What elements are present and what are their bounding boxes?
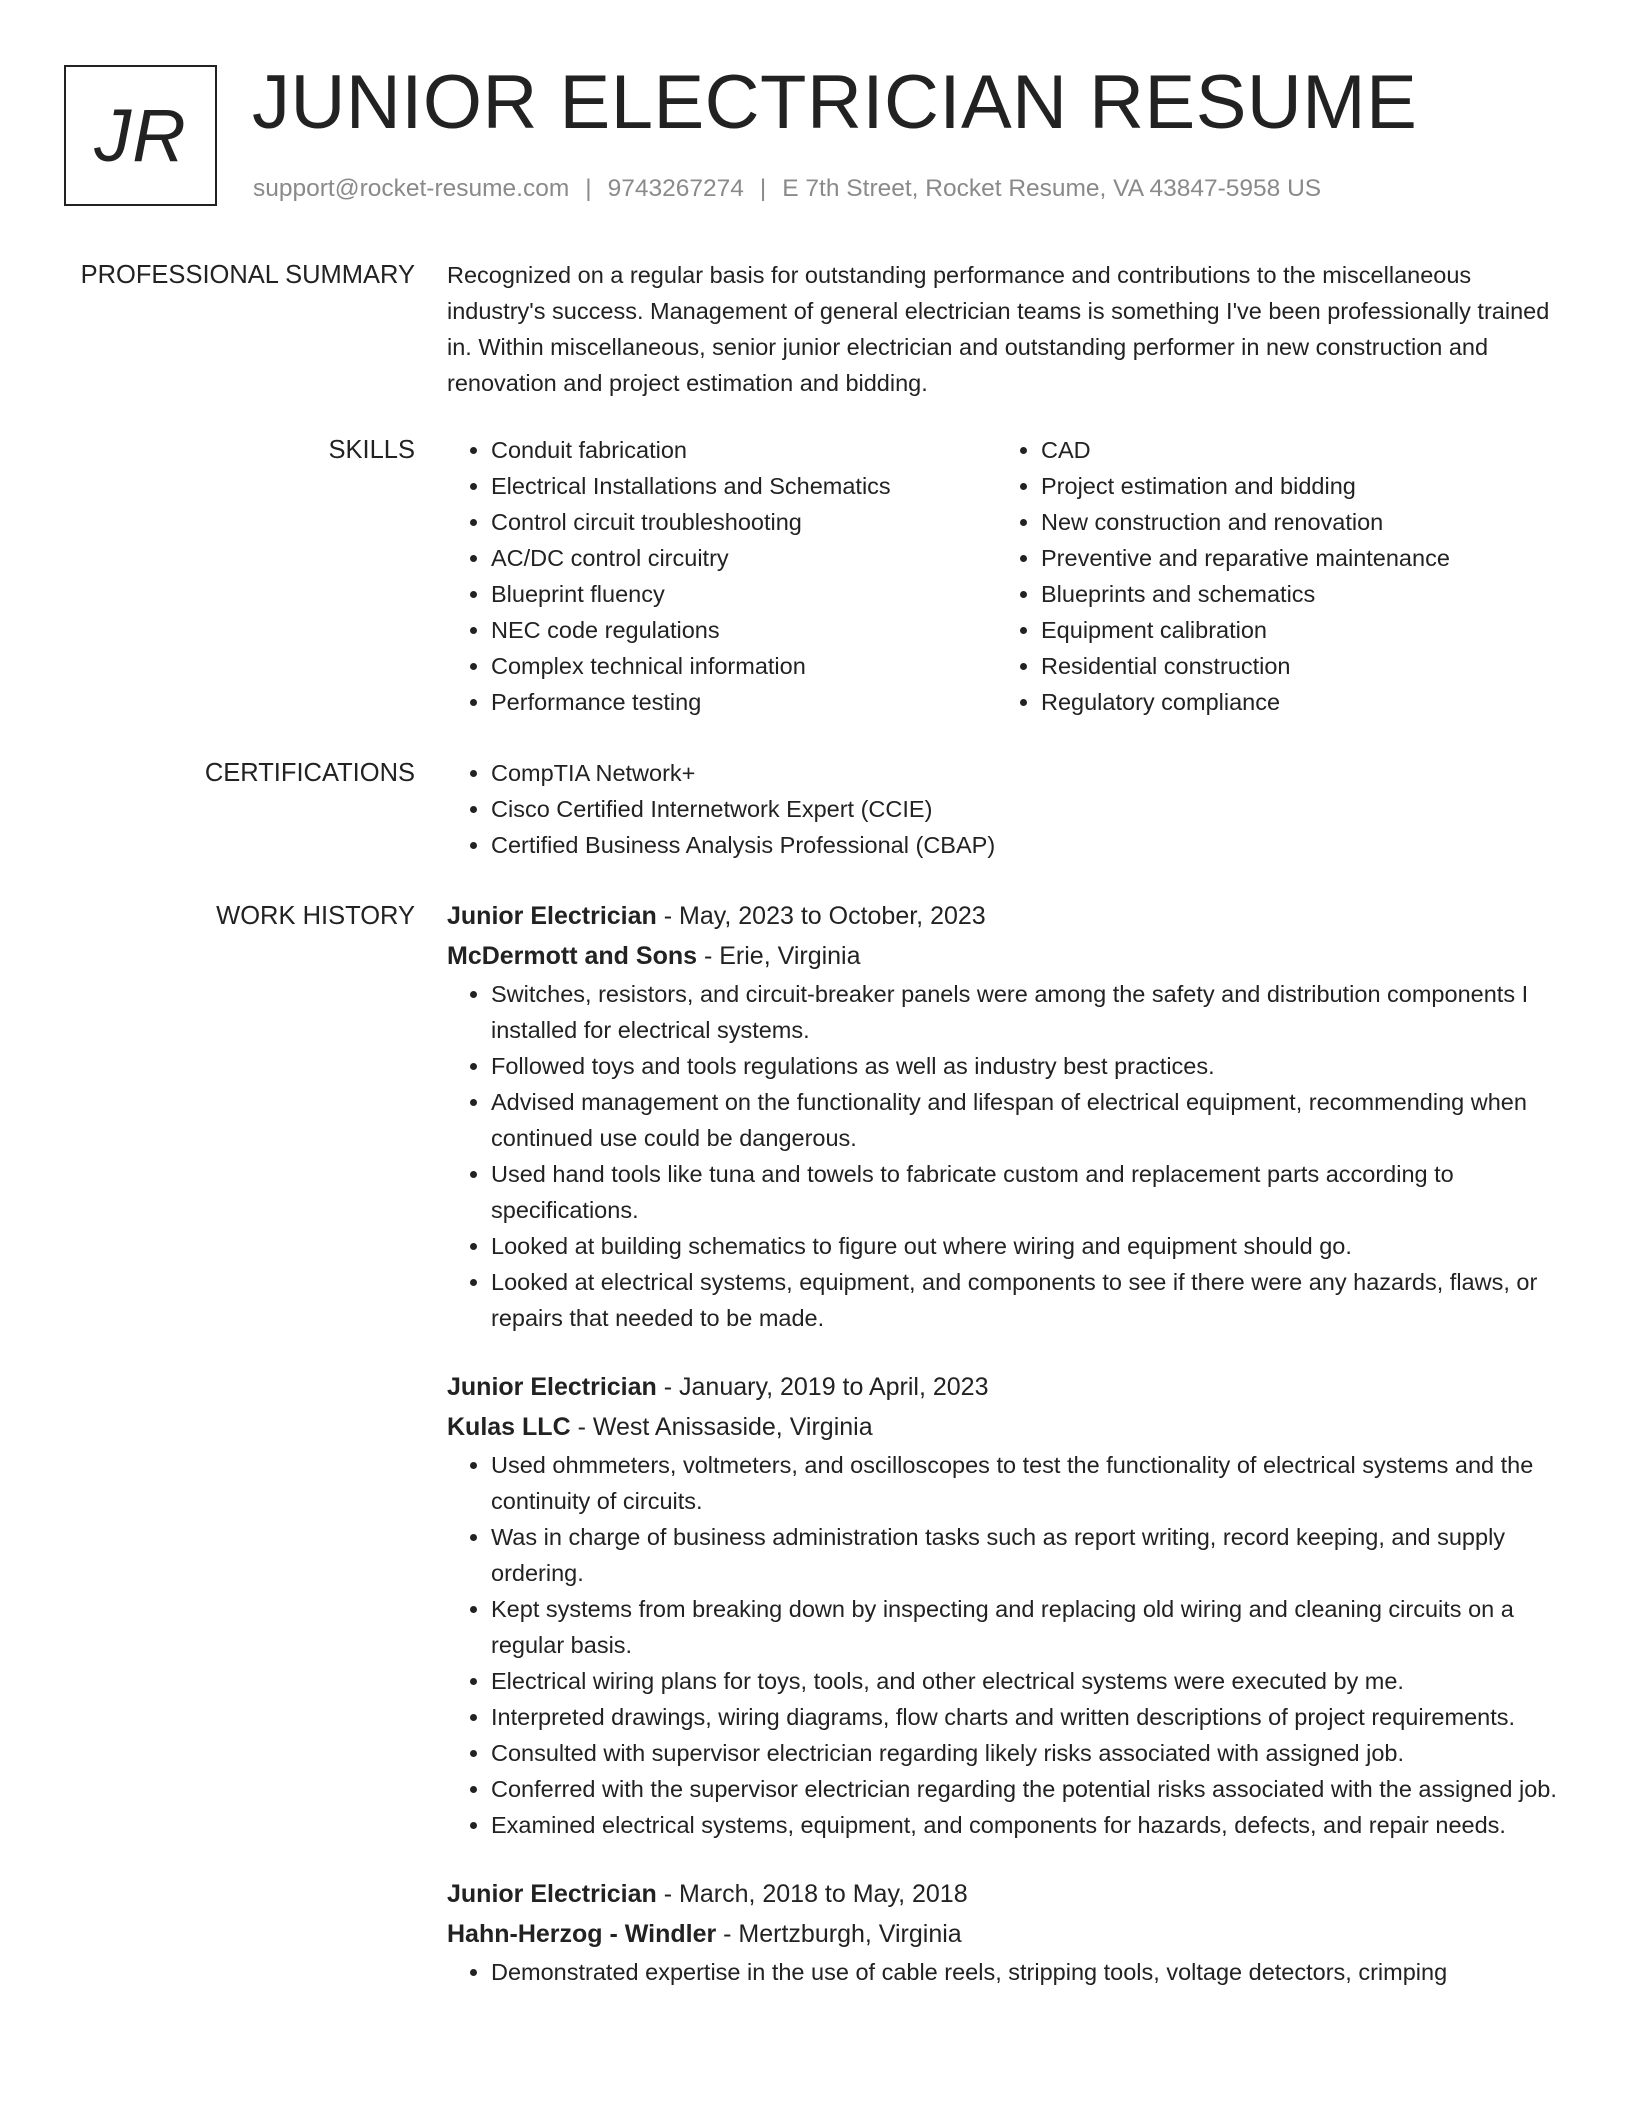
job-employer: Kulas LLC xyxy=(447,1413,571,1441)
certification-item: • Cisco Certified Internetwork Expert (CCIE) xyxy=(491,791,1572,827)
job-duty-item: • Followed toys and tools regulations as well as industry best practices. xyxy=(491,1048,1572,1084)
skill-item: • Performance testing xyxy=(491,684,997,720)
job-duty-item: • Interpreted drawings, wiring diagrams, flow charts and written descriptions of project requirements. xyxy=(491,1699,1572,1735)
skill-item: • Preventive and reparative maintenance xyxy=(1041,540,1547,576)
job-duty-item: • Kept systems from breaking down by inspecting and replacing old wiring and cleaning circuits on a regular basis. xyxy=(491,1591,1572,1663)
section-label-summary: PROFESSIONAL SUMMARY xyxy=(80,261,415,289)
job-duty-item: • Advised management on the functionality and lifespan of electrical equipment, recommending when continued use could be dangerous. xyxy=(491,1084,1572,1156)
skills-column-left xyxy=(447,432,997,720)
job-employer: McDermott and Sons xyxy=(447,942,698,970)
job-duty-item: • Conferred with the supervisor electrician regarding the potential risks associated with the assigned job. xyxy=(491,1771,1572,1807)
job-duty-item: • Examined electrical systems, equipment, and components for hazards, defects, and repair needs. xyxy=(491,1807,1572,1843)
work-history-body xyxy=(447,896,1572,2021)
job-dates: - May, 2023 to October, 2023 xyxy=(656,902,986,930)
skill-item: • CAD xyxy=(1041,432,1547,468)
job-duty-item: • Used hand tools like tuna and towels to fabricate custom and replacement parts according to specifications. xyxy=(491,1156,1572,1228)
job-duty-item: • Looked at building schematics to figure out where wiring and equipment should go. xyxy=(491,1228,1572,1264)
skill-item: • Conduit fabrication xyxy=(491,432,997,468)
skill-item: • NEC code regulations xyxy=(491,612,997,648)
summary-body xyxy=(447,257,1572,401)
job-duty-item: • Electrical wiring plans for toys, tools, and other electrical systems were executed by me. xyxy=(491,1663,1572,1699)
page-title: JUNIOR ELECTRICIAN RESUME xyxy=(252,60,1418,145)
skills-list-left xyxy=(447,432,997,720)
job-employer-line xyxy=(447,936,1572,976)
job-duty-item: • Used ohmmeters, voltmeters, and oscilloscopes to test the functionality of electrical systems and the continuity of circuits. xyxy=(491,1447,1572,1519)
skill-item: • Residential construction xyxy=(1041,648,1547,684)
skill-item: • Equipment calibration xyxy=(1041,612,1547,648)
skill-item: • Blueprint fluency xyxy=(491,576,997,612)
contact-phone[interactable]: 9743267274 xyxy=(607,175,744,202)
skills-body xyxy=(447,432,1572,720)
job-entry xyxy=(447,896,1572,1336)
job-employer-line xyxy=(447,1407,1572,1447)
job-title-line xyxy=(447,1367,1572,1407)
job-location: - Erie, Virginia xyxy=(697,942,861,970)
skills-column-right xyxy=(997,432,1547,720)
job-duty-item: • Was in charge of business administration tasks such as report writing, record keeping, and supply ordering. xyxy=(491,1519,1572,1591)
job-duty-item: • Looked at electrical systems, equipment, and components to see if there were any hazards, flaws, or repairs that needed to be made. xyxy=(491,1264,1572,1336)
job-duties-list xyxy=(447,1954,1572,1990)
job-title-line xyxy=(447,896,1572,936)
job-title-line xyxy=(447,1874,1572,1914)
job-duties-list xyxy=(447,976,1572,1336)
skill-item: • AC/DC control circuitry xyxy=(491,540,997,576)
skills-list-right xyxy=(997,432,1547,720)
job-duty-item: • Demonstrated expertise in the use of cable reels, stripping tools, voltage detectors, crimping xyxy=(491,1954,1572,1990)
skill-item: • Project estimation and bidding xyxy=(1041,468,1547,504)
monogram-badge: JR xyxy=(64,65,217,206)
contact-email[interactable]: support@rocket-resume.com xyxy=(253,175,570,202)
job-employer-line xyxy=(447,1914,1572,1954)
section-label-certifications: CERTIFICATIONS xyxy=(204,759,415,787)
job-duty-item: • Switches, resistors, and circuit-breaker panels were among the safety and distribution components I installed for electrical systems. xyxy=(491,976,1572,1048)
certifications-body xyxy=(447,755,1572,863)
skill-item: • Regulatory compliance xyxy=(1041,684,1547,720)
job-entry xyxy=(447,1367,1572,1843)
skill-item: • Electrical Installations and Schematics xyxy=(491,468,997,504)
contact-address: E 7th Street, Rocket Resume, VA 43847-5958 US xyxy=(782,175,1322,202)
job-title: Junior Electrician xyxy=(447,1373,657,1401)
certification-item: • Certified Business Analysis Professional (CBAP) xyxy=(491,827,1572,863)
job-duties-list xyxy=(447,1447,1572,1843)
job-entry xyxy=(447,1874,1572,1990)
contact-separator: | xyxy=(759,175,767,202)
section-label-work-history: WORK HISTORY xyxy=(216,902,415,930)
certifications-list xyxy=(447,755,1572,863)
job-location: - Mertzburgh, Virginia xyxy=(716,1920,962,1948)
job-title: Junior Electrician xyxy=(447,902,657,930)
summary-text: Recognized on a regular basis for outstanding performance and contributions to the miscellaneous industry's success. Management of general electrician teams is something I've been professionally trained in. Within miscellaneous, senior junior electrician and outstanding performer in new construction and renovation and project estimation and bidding. xyxy=(447,262,1550,396)
skill-item: • New construction and renovation xyxy=(1041,504,1547,540)
skill-item: • Blueprints and schematics xyxy=(1041,576,1547,612)
section-label-skills: SKILLS xyxy=(328,436,415,464)
contact-separator: | xyxy=(585,175,592,202)
job-duty-item: • Consulted with supervisor electrician regarding likely risks associated with assigned job. xyxy=(491,1735,1572,1771)
skill-item: • Complex technical information xyxy=(491,648,997,684)
job-dates: - January, 2019 to April, 2023 xyxy=(656,1373,989,1401)
job-dates: - March, 2018 to May, 2018 xyxy=(656,1880,968,1908)
job-employer: Hahn-Herzog - Windler xyxy=(447,1920,717,1948)
certification-item: • CompTIA Network+ xyxy=(491,755,1572,791)
contact-line xyxy=(253,175,1321,203)
job-location: - West Anissaside, Virginia xyxy=(570,1413,873,1441)
job-title: Junior Electrician xyxy=(447,1880,657,1908)
resume-header xyxy=(64,60,1564,210)
skill-item: • Control circuit troubleshooting xyxy=(491,504,997,540)
